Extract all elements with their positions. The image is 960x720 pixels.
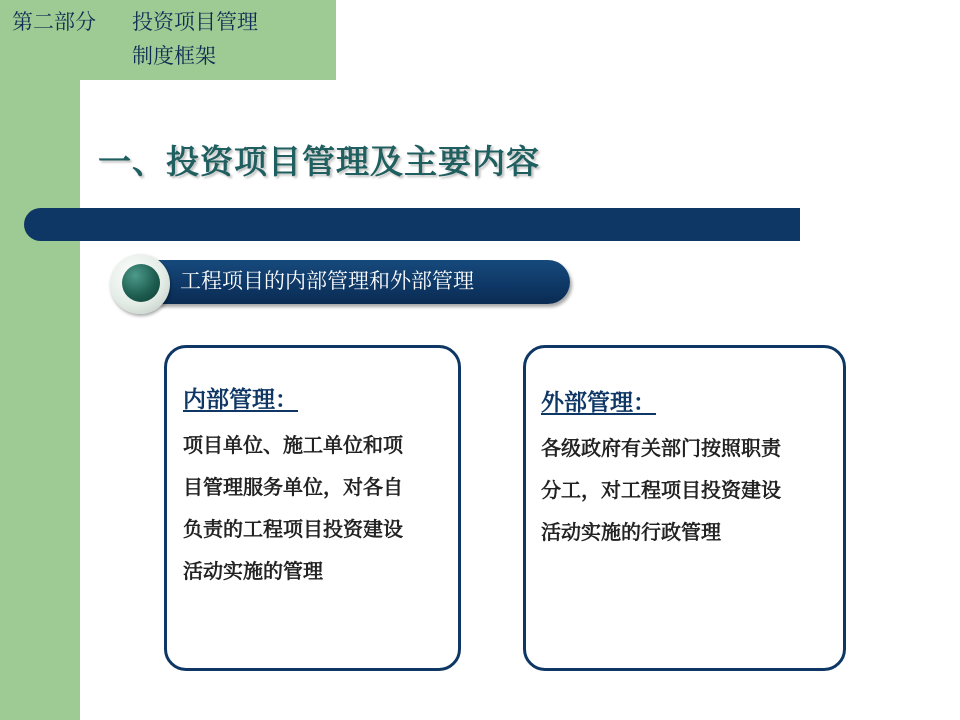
page-title: 一、投资项目管理及主要内容 [98, 142, 540, 181]
internal-body [183, 424, 455, 592]
header-title-line1: 投资项目管理 [132, 10, 258, 34]
external-line: 活动实施的行政管理 [541, 520, 721, 544]
header-title-line2: 制度框架 [132, 44, 216, 68]
section-label: 工程项目的内部管理和外部管理 [180, 269, 474, 293]
internal-line: 负责的工程项目投资建设 [183, 517, 403, 541]
external-body [541, 427, 841, 553]
external-line: 分工，对工程项目投资建设 [541, 478, 781, 502]
header-part-label: 第二部分 [12, 10, 96, 34]
title-underline-bar [24, 208, 800, 241]
green-frame-left [0, 0, 80, 720]
internal-heading: 内部管理： [183, 386, 298, 413]
bullet-dot-icon [122, 264, 160, 302]
external-heading: 外部管理： [541, 389, 656, 416]
external-line: 各级政府有关部门按照职责 [541, 436, 781, 460]
internal-line: 目管理服务单位，对各自 [183, 475, 403, 499]
internal-line: 项目单位、施工单位和项 [183, 433, 403, 457]
internal-line: 活动实施的管理 [183, 559, 323, 583]
